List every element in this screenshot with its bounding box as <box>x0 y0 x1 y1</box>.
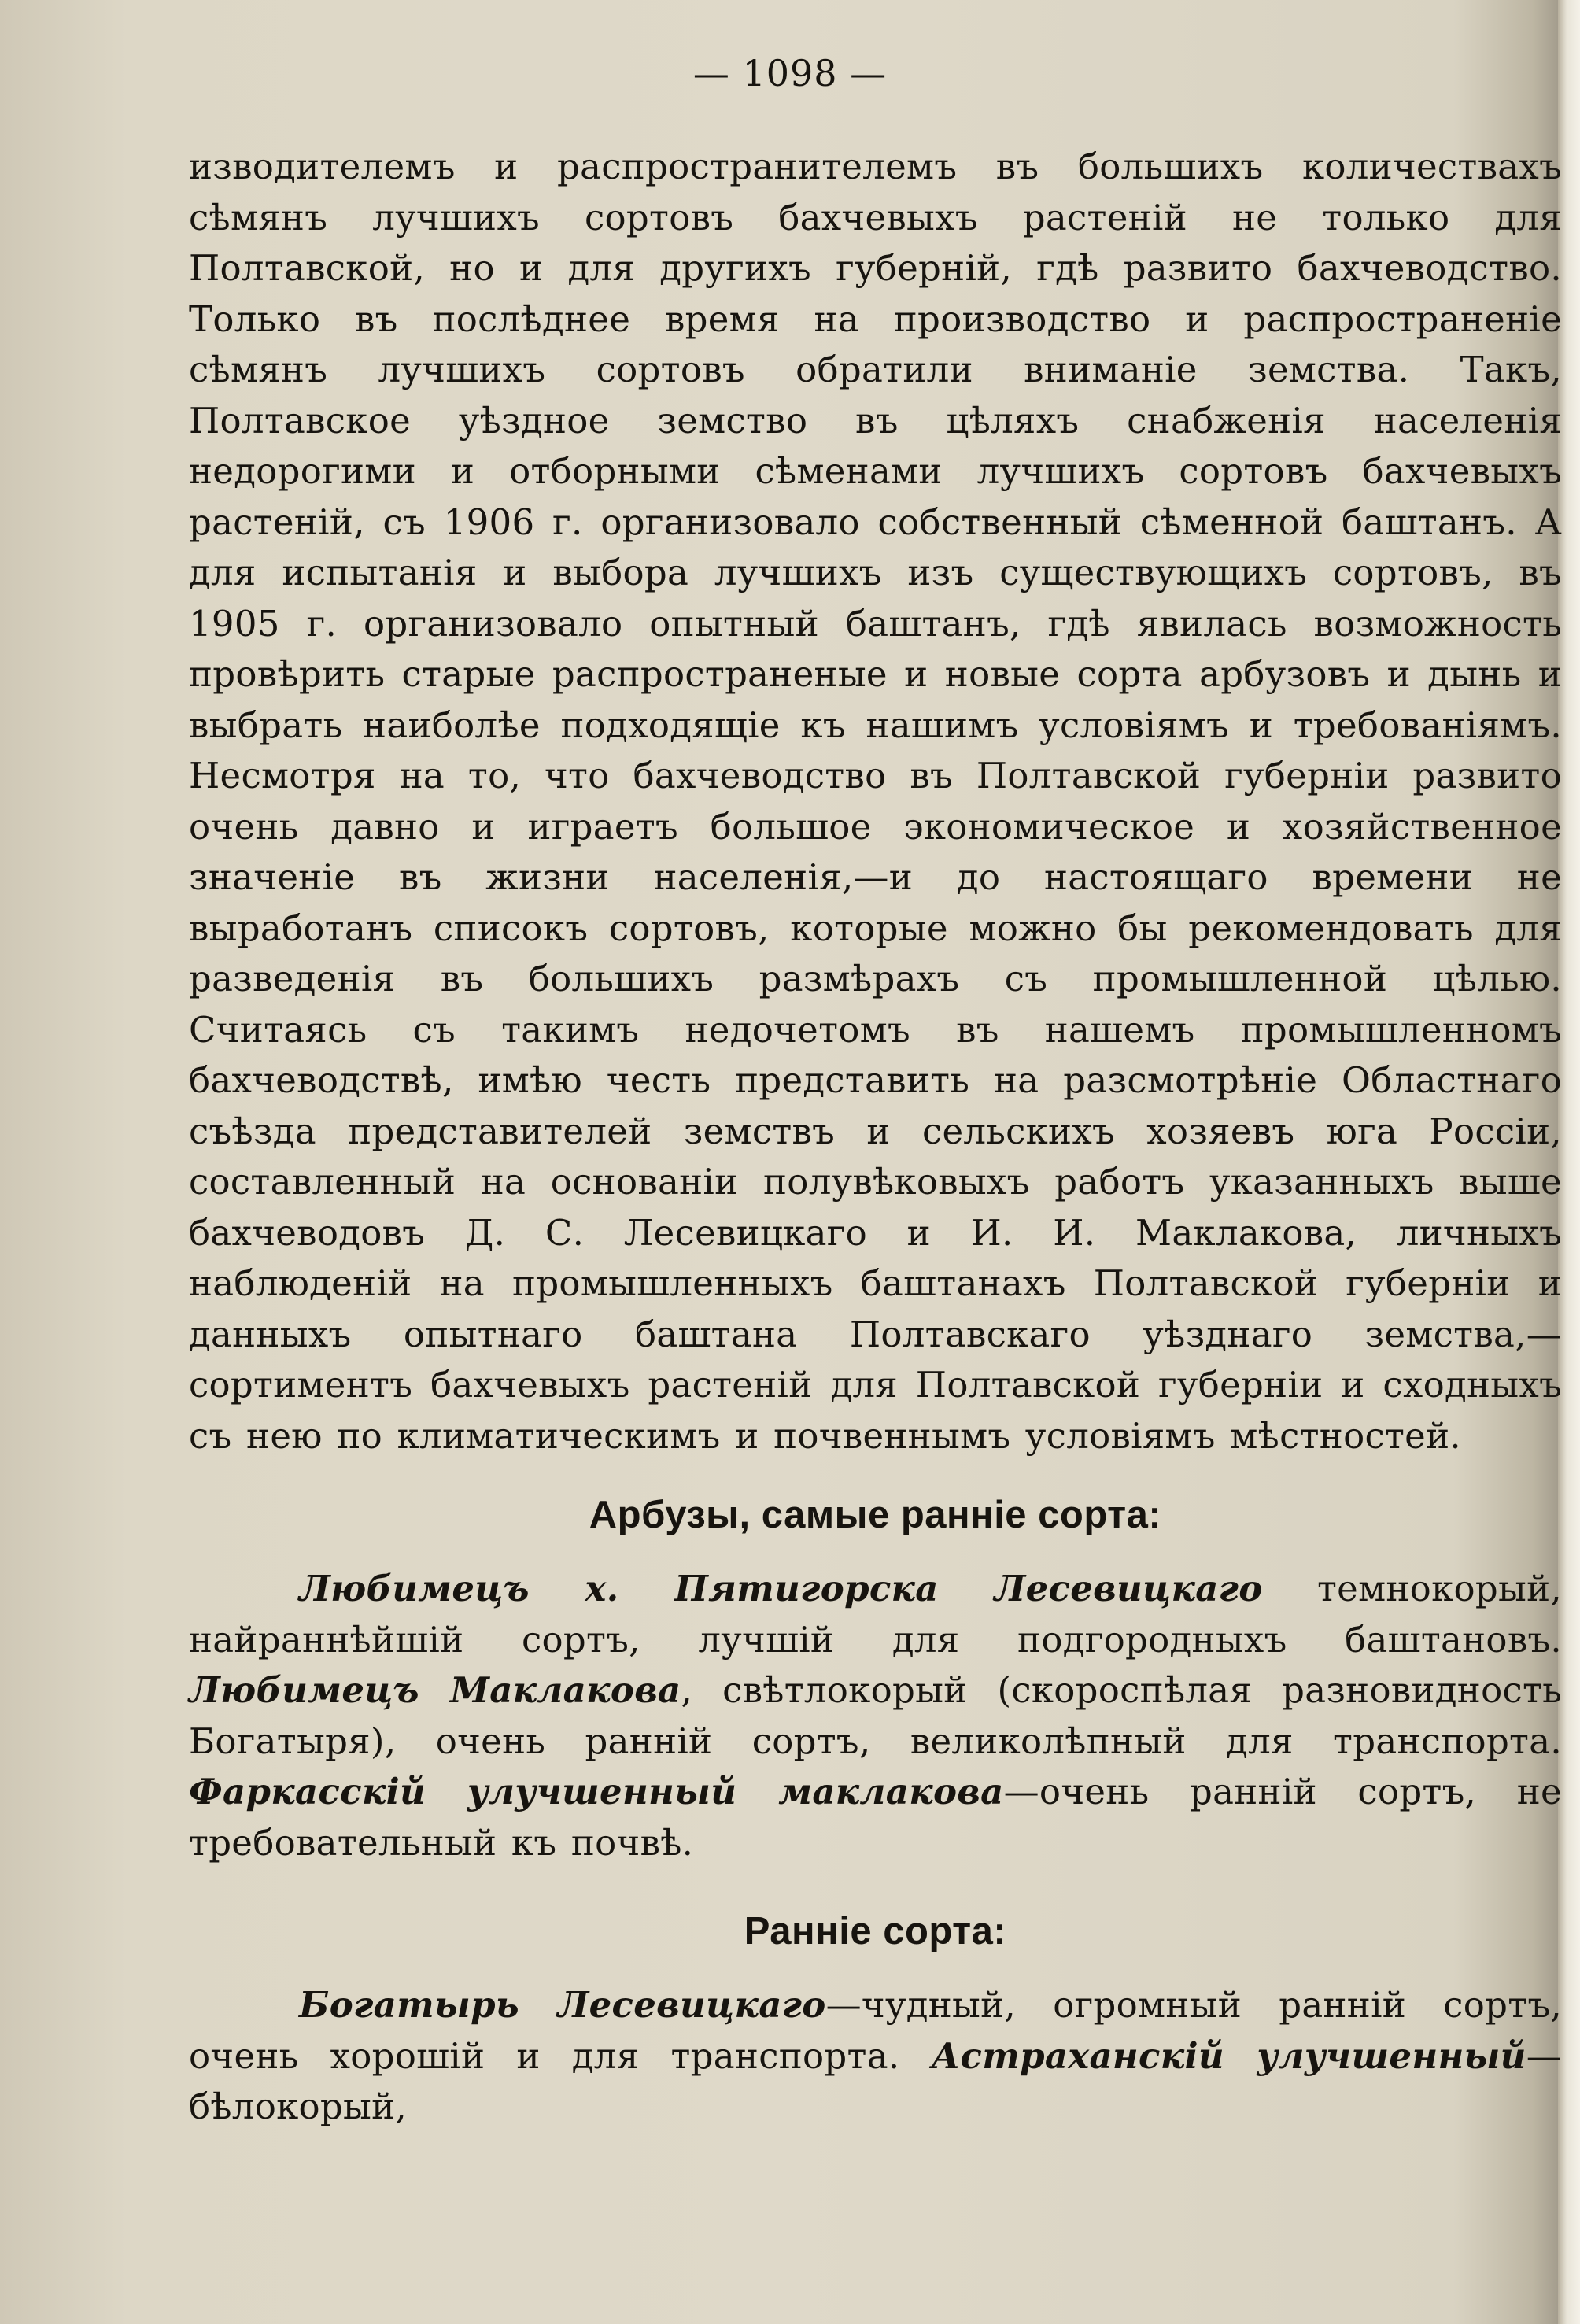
page-body <box>189 142 1562 2133</box>
earliest-varieties-paragraph <box>189 1564 1562 1868</box>
variety-description: —очень ранній сортъ, не требовательный къ почвѣ. <box>189 1771 1562 1864</box>
variety-description: —бѣлокорый, <box>189 2034 1562 2127</box>
section-heading-early: Ранніе сорта: <box>744 1910 1007 1953</box>
variety-description: , свѣтлокорый (скороспѣлая разновидность Богатыря), очень ранній сортъ, великолѣпный для транспорта. <box>189 1669 1562 1762</box>
variety-description: —чудный, огромный ранній сортъ, очень хорошій и для транспорта. <box>189 1984 1563 2077</box>
intro-paragraph: изводителемъ и распространителемъ въ большихъ количествахъ сѣмянъ лучшихъ сортовъ бахчевыхъ растеній не только для Полтавской, но и для другихъ губерній, гдѣ развито бахчеводство. Только въ послѣднее время на производство и распространеніе сѣмянъ лучшихъ сортовъ обратили вниманіе земства. Такъ, Полтавское уѣздное земство въ цѣляхъ снабженія населенія недорогими и отборными сѣменами лучшихъ сортовъ бахчевыхъ растеній, съ 1906 г. организовало собственный сѣменной баштанъ. А для испытанія и выбора лучшихъ изъ существующихъ сортовъ, въ 1905 г. организовало опытный баштанъ, гдѣ явилась возможность провѣрить старые распространеные и новые сорта арбузовъ и дынь и выбрать наиболѣе подходящіе къ нашимъ условіямъ и требованіямъ. Несмотря на то, что бахчеводство въ Полтавской губерніи развито очень давно и играетъ большое экономическое и хозяйственное значеніе въ жизни населенія,—и до настоящаго времени не выработанъ списокъ сортовъ, которые можно бы рекомендовать для разведенія въ большихъ размѣрахъ съ промышленной цѣлью. Считаясь съ такимъ недочетомъ въ нашемъ промышленномъ бахчеводствѣ, имѣю честь представить на разсмотрѣніе Областнаго съѣзда представителей земствъ и сельскихъ хозяевъ юга Россіи, составленный на основаніи полувѣковыхъ работъ указанныхъ выше бахчеводовъ Д. С. Лесевицкаго и И. И. Маклакова, личныхъ наблюденій на промышленныхъ баштанахъ Полтавской губерніи и данныхъ опытнаго баштана Полтавскаго уѣзднаго земства,—сортиментъ бахчевыхъ растеній для Полтавской губерніи и сходныхъ съ нею по климатическимъ и почвеннымъ условіямъ мѣстностей. <box>189 146 1562 1457</box>
variety-name: Астраханскій улучшенный <box>931 2034 1526 2077</box>
variety-name: Любимецъ Маклакова <box>189 1669 681 1711</box>
variety-name: Богатырь Лесевицкаго <box>299 1984 826 2026</box>
early-varieties-paragraph <box>189 1980 1562 2133</box>
page-number: — 1098 — <box>692 52 888 94</box>
variety-description: темнокорый, найраннѣйшій сортъ, лучшій для подгородныхъ баштановъ. <box>189 1568 1563 1661</box>
variety-name: Любимецъ х. Пятигорска Лесевицкаго <box>299 1568 1263 1609</box>
section-heading-earliest: Арбузы, самые ранніе сорта: <box>589 1494 1162 1536</box>
variety-name: Фаркасскій улучшенный маклакова <box>189 1771 1004 1812</box>
